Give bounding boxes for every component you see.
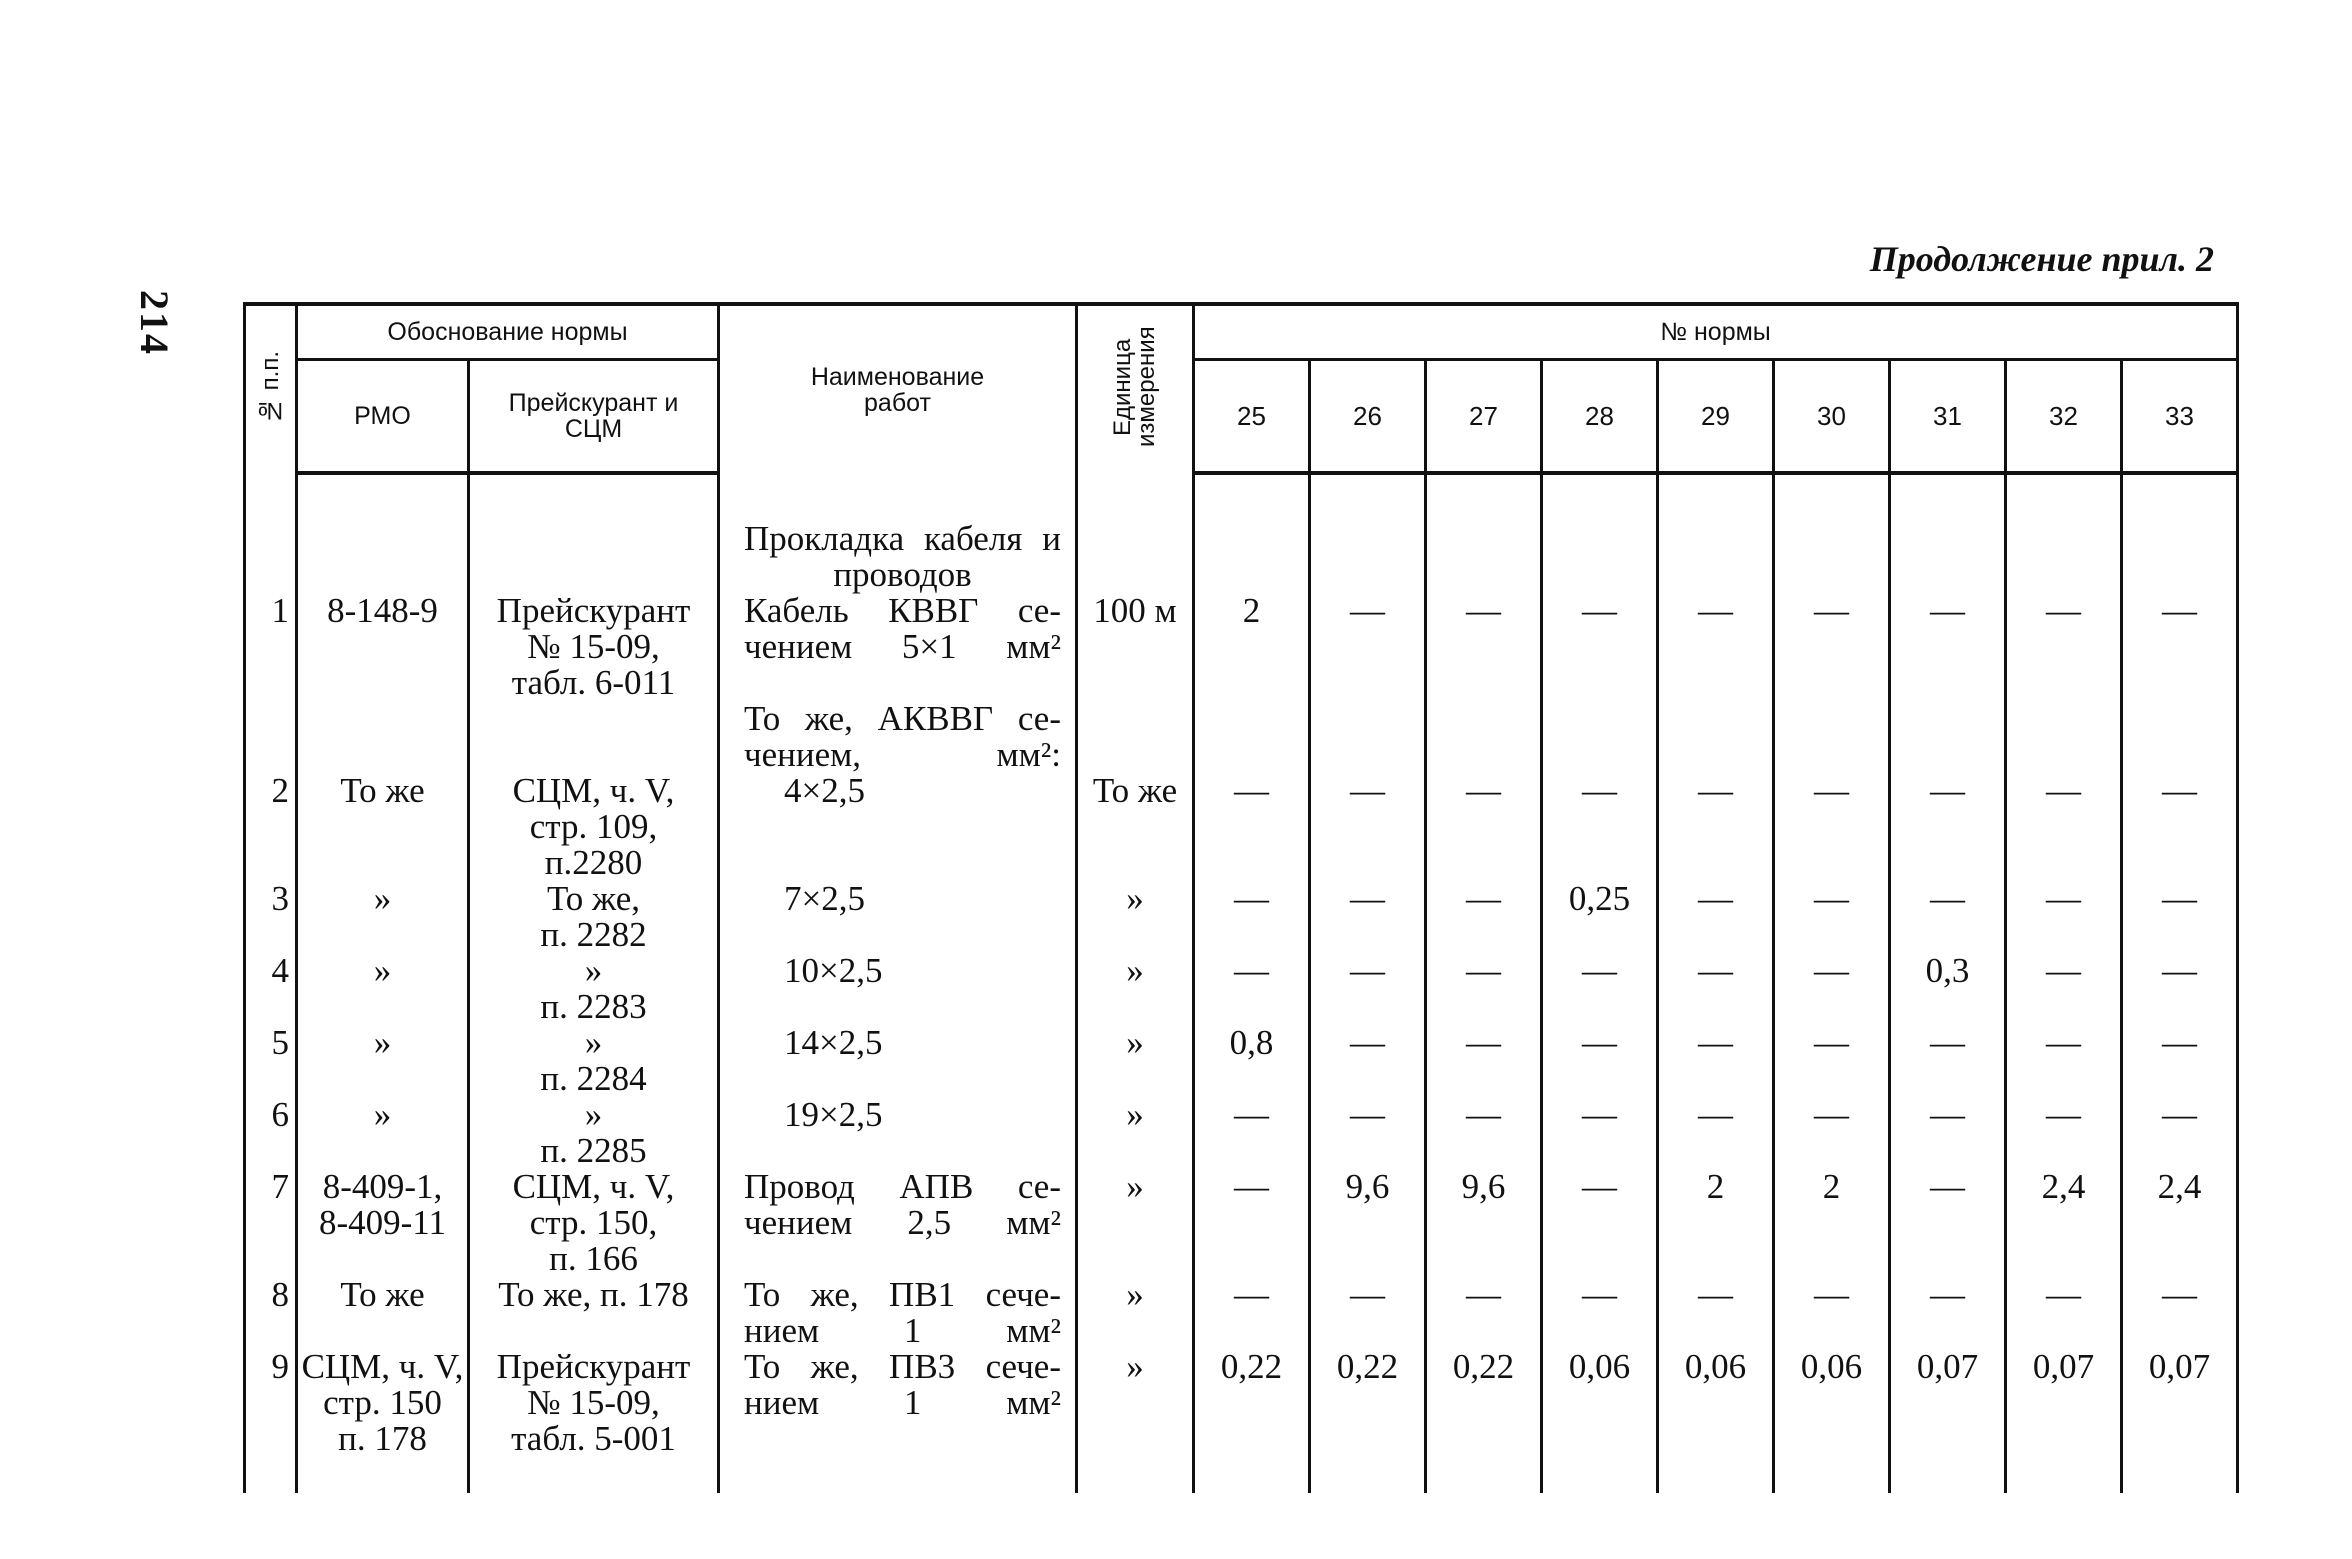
norm-value-cell: —: [2122, 881, 2238, 953]
norm-number-header: 28: [1542, 360, 1658, 474]
unit-cell: »: [1077, 1277, 1194, 1349]
norm-value-cell: —: [1890, 701, 2006, 881]
pricelist-column-header: [469, 360, 719, 474]
table-row: [245, 881, 2238, 953]
norm-value-cell: —: [2006, 1277, 2122, 1349]
norm-number-header: 32: [2006, 360, 2122, 474]
norm-value-cell: —: [1194, 953, 1310, 1025]
cell-line: »: [584, 1095, 603, 1134]
norm-value-cell: —: [1774, 1277, 1890, 1349]
rmo-cell: [297, 1097, 469, 1169]
norm-value-cell: —: [1774, 1097, 1890, 1169]
norm-value-cell: 0,06: [1774, 1349, 1890, 1457]
norm-value-cell: —: [1194, 701, 1310, 881]
cell-line: нием 1 мм²: [744, 1383, 1061, 1422]
norm-value-cell: 0,06: [1658, 1349, 1774, 1457]
norm-value-cell: —: [1774, 881, 1890, 953]
norm-number-header: 27: [1426, 360, 1542, 474]
norms-table: [243, 302, 2239, 1493]
norm-value-cell: —: [1542, 1025, 1658, 1097]
norm-value-cell: 2: [1774, 1169, 1890, 1277]
cell-line: чением, мм²:: [744, 735, 1061, 774]
norm-value-cell: —: [1890, 1025, 2006, 1097]
row-index: 9: [245, 1349, 297, 1457]
rmo-cell: [297, 701, 469, 881]
norm-number-header: 29: [1658, 360, 1774, 474]
work-name-cell: [719, 503, 1077, 701]
norm-value-cell: —: [1542, 1169, 1658, 1277]
norm-value-cell: —: [1890, 881, 2006, 953]
norm-number-header: 31: [1890, 360, 2006, 474]
table-body: [245, 473, 2238, 1493]
cell-line: Провод АПВ се-: [744, 1167, 1061, 1206]
norm-value-cell: —: [1774, 503, 1890, 701]
work-name-header-label: Наименование работ: [810, 362, 985, 417]
cell-line: чением 2,5 мм²: [744, 1203, 1061, 1242]
row-index: 1: [245, 503, 297, 701]
work-name-cell: [719, 953, 1077, 1025]
norms-group-header: № нормы: [1194, 304, 2238, 360]
norm-value-cell: —: [1194, 881, 1310, 953]
cell-line: СЦМ, ч. V,: [301, 1347, 464, 1386]
spacer-row: [245, 473, 2238, 503]
cell-line: 8-409-1,: [322, 1167, 443, 1206]
norm-value-cell: —: [1658, 1025, 1774, 1097]
norms-table-wrapper: [243, 302, 2239, 1493]
norm-value-cell: —: [1426, 503, 1542, 701]
norm-value-cell: —: [1890, 1097, 2006, 1169]
table-row: [245, 1277, 2238, 1349]
table-row: [245, 953, 2238, 1025]
cell-line: То же,: [546, 879, 640, 918]
cell-line: п.2280: [544, 843, 643, 882]
norm-value-cell: —: [1310, 953, 1426, 1025]
norm-value-cell: —: [1426, 1097, 1542, 1169]
rmo-cell: [297, 503, 469, 701]
unit-cell: »: [1077, 881, 1194, 953]
norm-value-cell: 2: [1194, 503, 1310, 701]
table-row: [245, 1169, 2238, 1277]
spacer-row: [245, 1457, 2238, 1493]
norm-value-cell: 9,6: [1310, 1169, 1426, 1277]
norm-value-cell: —: [2122, 1025, 2238, 1097]
unit-cell: 100 м: [1077, 503, 1194, 701]
cell-line: То же, п. 178: [498, 1275, 689, 1314]
norm-number-header: 30: [1774, 360, 1890, 474]
norm-value-cell: —: [1658, 953, 1774, 1025]
cell-line: п. 2283: [540, 987, 647, 1026]
norm-value-cell: 0,22: [1310, 1349, 1426, 1457]
unit-cell: То же: [1077, 701, 1194, 881]
rmo-cell: [297, 1169, 469, 1277]
cell-line: »: [373, 1095, 392, 1134]
cell-line: 8-409-11: [318, 1203, 446, 1242]
cell-line: То же: [340, 771, 425, 810]
pricelist-cell: [469, 1097, 719, 1169]
page-number: 214: [132, 290, 177, 356]
norm-value-cell: —: [1194, 1169, 1310, 1277]
unit-cell: »: [1077, 1349, 1194, 1457]
cell-line: п. 2284: [540, 1059, 647, 1098]
row-index: 2: [245, 701, 297, 881]
unit-column-header: [1077, 304, 1194, 473]
cell-line: То же, ПВ1 сече-: [744, 1275, 1061, 1314]
cell-line: То же, ПВ3 сече-: [744, 1347, 1061, 1386]
cell-line: То же: [340, 1275, 425, 1314]
norm-value-cell: —: [2122, 503, 2238, 701]
norm-value-cell: 0,8: [1194, 1025, 1310, 1097]
work-name-cell: [719, 881, 1077, 953]
cell-line: »: [584, 951, 603, 990]
norm-value-cell: 2,4: [2006, 1169, 2122, 1277]
rmo-cell: [297, 881, 469, 953]
cell-line: Прейскурант: [496, 591, 691, 630]
cell-line: № 15-09,: [527, 627, 660, 666]
work-name-cell: [719, 701, 1077, 881]
cell-line: п. 2282: [540, 915, 647, 954]
pricelist-cell: [469, 701, 719, 881]
norm-value-cell: —: [2006, 1097, 2122, 1169]
pricelist-cell: [469, 1277, 719, 1349]
norm-value-cell: —: [1426, 953, 1542, 1025]
norm-value-cell: —: [2006, 953, 2122, 1025]
cell-line: п. 2285: [540, 1131, 647, 1170]
cell-line: табл. 6-011: [511, 663, 676, 702]
work-name-column-header: [719, 304, 1077, 473]
cell-line: 7×2,5: [784, 879, 865, 918]
cell-line: 4×2,5: [784, 771, 865, 810]
work-name-cell: [719, 1349, 1077, 1457]
rmo-cell: [297, 1349, 469, 1457]
norm-value-cell: —: [1426, 1025, 1542, 1097]
cell-line: стр. 150,: [529, 1203, 658, 1242]
norm-value-cell: —: [1658, 1277, 1774, 1349]
unit-header-label: Единица измерения: [1109, 326, 1160, 448]
norm-value-cell: —: [1890, 1277, 2006, 1349]
basis-group-header: Обоснование нормы: [297, 304, 719, 360]
row-index: 3: [245, 881, 297, 953]
norm-value-cell: —: [1194, 1277, 1310, 1349]
norm-value-cell: —: [1542, 953, 1658, 1025]
norm-value-cell: —: [1658, 503, 1774, 701]
norm-value-cell: 0,22: [1426, 1349, 1542, 1457]
norm-value-cell: 0,07: [1890, 1349, 2006, 1457]
cell-line: 8-148-9: [327, 591, 438, 630]
norm-value-cell: —: [1658, 701, 1774, 881]
cell-line: п. 166: [549, 1239, 638, 1278]
norm-value-cell: 2,4: [2122, 1169, 2238, 1277]
cell-line: стр. 150: [323, 1383, 442, 1422]
norm-value-cell: —: [1774, 953, 1890, 1025]
cell-line: Прейскурант: [496, 1347, 691, 1386]
norm-number-header: 25: [1194, 360, 1310, 474]
row-index: 5: [245, 1025, 297, 1097]
cell-line: табл. 5-001: [511, 1419, 676, 1458]
norm-value-cell: —: [1310, 881, 1426, 953]
cell-line: 19×2,5: [784, 1095, 883, 1134]
norm-value-cell: —: [1542, 1097, 1658, 1169]
unit-cell: »: [1077, 1097, 1194, 1169]
norm-value-cell: —: [2122, 1277, 2238, 1349]
index-column-header: [245, 304, 297, 473]
norm-value-cell: —: [1542, 503, 1658, 701]
cell-line: СЦМ, ч. V,: [512, 771, 675, 810]
cell-line: чением 5×1 мм²: [744, 627, 1061, 666]
norm-value-cell: —: [2006, 881, 2122, 953]
norm-value-cell: —: [2006, 1025, 2122, 1097]
norm-number-header: 26: [1310, 360, 1426, 474]
norm-value-cell: —: [2122, 701, 2238, 881]
work-name-cell: [719, 1169, 1077, 1277]
table-row: [245, 701, 2238, 881]
norm-value-cell: —: [1426, 701, 1542, 881]
pricelist-cell: [469, 1169, 719, 1277]
table-row: [245, 1349, 2238, 1457]
norm-value-cell: —: [1890, 503, 2006, 701]
norm-value-cell: 0,3: [1890, 953, 2006, 1025]
norm-value-cell: —: [1310, 1277, 1426, 1349]
cell-line: 10×2,5: [784, 951, 883, 990]
cell-line: СЦМ, ч. V,: [512, 1167, 675, 1206]
pricelist-cell: [469, 1025, 719, 1097]
cell-line: стр. 109,: [529, 807, 658, 846]
table-row: [245, 1097, 2238, 1169]
cell-line: »: [373, 1023, 392, 1062]
norm-value-cell: 0,22: [1194, 1349, 1310, 1457]
norm-value-cell: —: [1310, 1097, 1426, 1169]
table-row: [245, 1025, 2238, 1097]
rmo-cell: [297, 1025, 469, 1097]
pricelist-cell: [469, 881, 719, 953]
pricelist-cell: [469, 953, 719, 1025]
norm-value-cell: —: [1542, 1277, 1658, 1349]
norm-value-cell: —: [1310, 701, 1426, 881]
norm-value-cell: —: [1774, 701, 1890, 881]
norm-value-cell: —: [1310, 503, 1426, 701]
norm-value-cell: —: [1426, 1277, 1542, 1349]
work-name-cell: [719, 1097, 1077, 1169]
cell-line: 14×2,5: [784, 1023, 883, 1062]
row-index: 8: [245, 1277, 297, 1349]
norm-value-cell: 9,6: [1426, 1169, 1542, 1277]
work-name-cell: [719, 1277, 1077, 1349]
norm-value-cell: —: [1774, 1025, 1890, 1097]
norm-value-cell: 2: [1658, 1169, 1774, 1277]
table-row: [245, 503, 2238, 701]
row-index: 7: [245, 1169, 297, 1277]
norm-value-cell: —: [1658, 881, 1774, 953]
cell-line: »: [373, 951, 392, 990]
cell-line: № 15-09,: [527, 1383, 660, 1422]
section-heading: Прокладка кабеля и проводов: [744, 519, 1061, 594]
rmo-cell: [297, 953, 469, 1025]
cell-line: То же, АКВВГ се-: [744, 699, 1061, 738]
norm-value-cell: —: [2006, 503, 2122, 701]
cell-line: нием 1 мм²: [744, 1311, 1061, 1350]
pricelist-cell: [469, 1349, 719, 1457]
rmo-column-header: РМО: [297, 360, 469, 474]
continuation-caption: Продолжение прил. 2: [1869, 239, 2214, 279]
norm-value-cell: 0,25: [1542, 881, 1658, 953]
norm-value-cell: —: [2122, 953, 2238, 1025]
unit-cell: »: [1077, 1169, 1194, 1277]
norm-value-cell: —: [1890, 1169, 2006, 1277]
unit-cell: »: [1077, 1025, 1194, 1097]
norm-value-cell: —: [1658, 1097, 1774, 1169]
index-header-label: № п.п.: [256, 350, 284, 424]
pricelist-cell: [469, 503, 719, 701]
norm-value-cell: —: [1194, 1097, 1310, 1169]
row-index: 6: [245, 1097, 297, 1169]
cell-line: »: [584, 1023, 603, 1062]
norm-value-cell: 0,06: [1542, 1349, 1658, 1457]
unit-cell: »: [1077, 953, 1194, 1025]
norm-value-cell: 0,07: [2122, 1349, 2238, 1457]
row-index: 4: [245, 953, 297, 1025]
norm-value-cell: —: [2006, 701, 2122, 881]
norm-number-header: 33: [2122, 360, 2238, 474]
rmo-cell: [297, 1277, 469, 1349]
pricelist-header-label: Прейскурант и СЦМ: [508, 389, 679, 443]
cell-line: Кабель КВВГ се-: [744, 591, 1061, 630]
work-name-cell: [719, 1025, 1077, 1097]
cell-line: п. 178: [338, 1419, 427, 1458]
norm-value-cell: —: [2122, 1097, 2238, 1169]
norm-value-cell: —: [1310, 1025, 1426, 1097]
norm-value-cell: 0,07: [2006, 1349, 2122, 1457]
norm-value-cell: —: [1426, 881, 1542, 953]
norm-value-cell: —: [1542, 701, 1658, 881]
cell-line: »: [373, 879, 392, 918]
